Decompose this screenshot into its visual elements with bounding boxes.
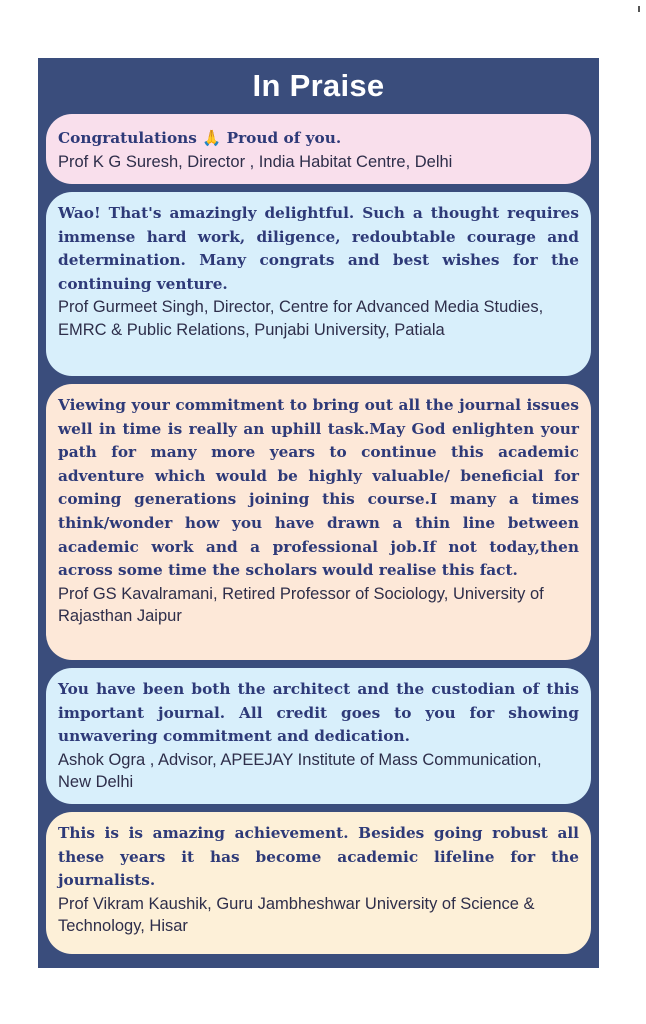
testimonial-author: Prof Gurmeet Singh, Director, Centre for Advanced Media Studies, EMRC & Public Relations, Punjabi University, Patiala [58,298,544,339]
testimonial-author: Prof Vikram Kaushik, Guru Jambheshwar University of Science & Technology, Hisar [58,894,535,936]
testimonial-card [46,384,591,660]
testimonial-card [46,114,591,184]
testimonial-card [46,668,591,804]
testimonial-quote: Wao! That's amazingly delightful. Such a thought requires immense hard work, diligence, redoubtable courage and determination. Many congrats and best wishes for the continuing venture. [58,204,579,293]
testimonial-quote: Viewing your commitment to bring out all the journal issues well in time is really an uphill task.May God enlighten your path for many more years to continue this academic adventure which would be highly valuable/ beneficial for coming generations joining this course.I many a times think/wonder how you have drawn a thin line between academic work and a professional job.If not today,then across some time the scholars would realise this fact. [58,396,579,580]
praise-panel [38,58,599,968]
testimonial-author: Ashok Ogra , Advisor, APEEJAY Institute of Mass Communication, New Delhi [58,750,542,792]
corner-mark [638,6,640,12]
quote-text: Congratulations [58,129,203,147]
folded-hands-icon: 🙏 [202,129,222,147]
testimonial-quote [58,127,579,151]
testimonial-card [46,192,591,376]
testimonial-quote: You have been both the architect and the custodian of this important journal. All credit goes to you for showing unwavering commitment and dedication. [58,680,579,746]
testimonial-author: Prof K G Suresh, Director , India Habitat Centre, Delhi [58,152,453,171]
quote-text: Proud of you. [221,129,342,147]
testimonial-card [46,812,591,954]
testimonial-author: Prof GS Kavalramani, Retired Professor of Sociology, University of Rajasthan Jaipur [58,584,544,626]
panel-title: In Praise [252,68,385,103]
testimonial-quote: This is is amazing achievement. Besides going robust all these years it has become academic lifeline for the journalists. [58,824,579,890]
